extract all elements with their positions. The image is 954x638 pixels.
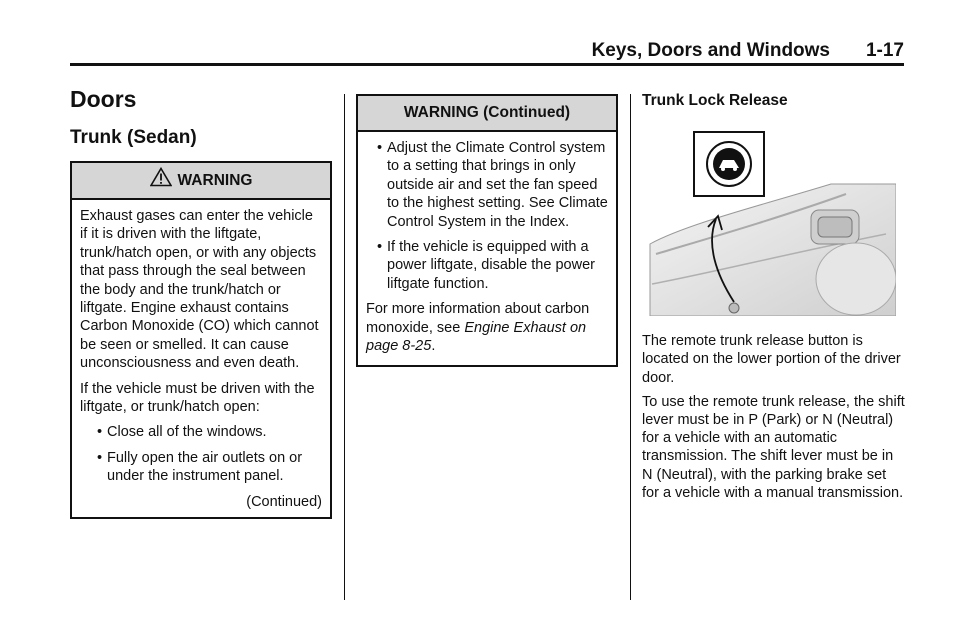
section-heading: Trunk (Sedan) — [70, 127, 197, 148]
warning-box — [70, 161, 332, 519]
warning-body — [72, 200, 330, 517]
bullet-icon: • — [377, 239, 383, 256]
bullet-icon: • — [377, 140, 383, 156]
list-item: • Fully open the air outlets on or under the instrument panel. — [97, 449, 303, 485]
cross-reference-link: Engine Exhaust on page 8-25 — [366, 319, 587, 355]
bullet-icon: • — [97, 449, 103, 466]
more-info-paragraph: For more information about carbon monoxide, see Engine Exhaust on page 8-25. — [366, 301, 590, 355]
body-paragraph: The remote trunk release button is located on the lower portion of the driver door. — [642, 333, 901, 386]
warning-paragraph: If the vehicle must be driven with the liftgate, or trunk/hatch open: — [80, 380, 315, 416]
page-number: 1-17 — [865, 40, 904, 61]
warning-header: WARNING (Continued) — [358, 96, 616, 132]
trunk-release-figure — [646, 124, 896, 316]
column-divider — [344, 94, 345, 600]
section-title: Keys, Doors and Windows — [591, 40, 830, 61]
column-left — [70, 86, 332, 519]
column-middle — [356, 94, 618, 367]
warning-paragraph: Exhaust gases can enter the vehicle if it is driven with the liftgate, trunk/hatch open, or with any objects that pass through the seal between the body and the trunk/hatch or liftgate. Engine exhaust contains Carbon Monoxide (CO) which cannot be seen or smelled. It can cause unconsciousness and even death. — [80, 208, 319, 372]
warning-bullets — [80, 423, 322, 485]
warning-triangle-icon — [150, 165, 172, 200]
page-title: Doors — [70, 86, 137, 112]
warning-label: WARNING — [177, 172, 253, 189]
list-item: • Close all of the windows. — [97, 424, 267, 441]
continued-note: (Continued) — [246, 493, 322, 510]
warning-box-continued — [356, 94, 618, 367]
page-header — [70, 38, 904, 66]
column-right — [642, 92, 906, 508]
warning-bullets — [366, 139, 608, 293]
body-paragraph: To use the remote trunk release, the shift lever must be in P (Park) or N (Neutral) for a vehicle with an automatic transmission. The shift lever must be in N (Neutral), with the parking brake set for a vehicle with a manual transmission. — [642, 393, 905, 501]
list-item: • Adjust the Climate Control system to a setting that brings in only outside air and set the fan speed to the highest setting. See Climate Control System in the Index. — [377, 140, 608, 230]
header-rule — [70, 63, 904, 66]
warning-header — [72, 163, 330, 200]
column-divider — [630, 94, 631, 600]
list-item: • If the vehicle is equipped with a power liftgate, disable the power liftgate function. — [377, 239, 595, 292]
subsection-heading: Trunk Lock Release — [642, 92, 788, 109]
warning-body — [358, 132, 616, 365]
bullet-icon: • — [97, 424, 103, 441]
